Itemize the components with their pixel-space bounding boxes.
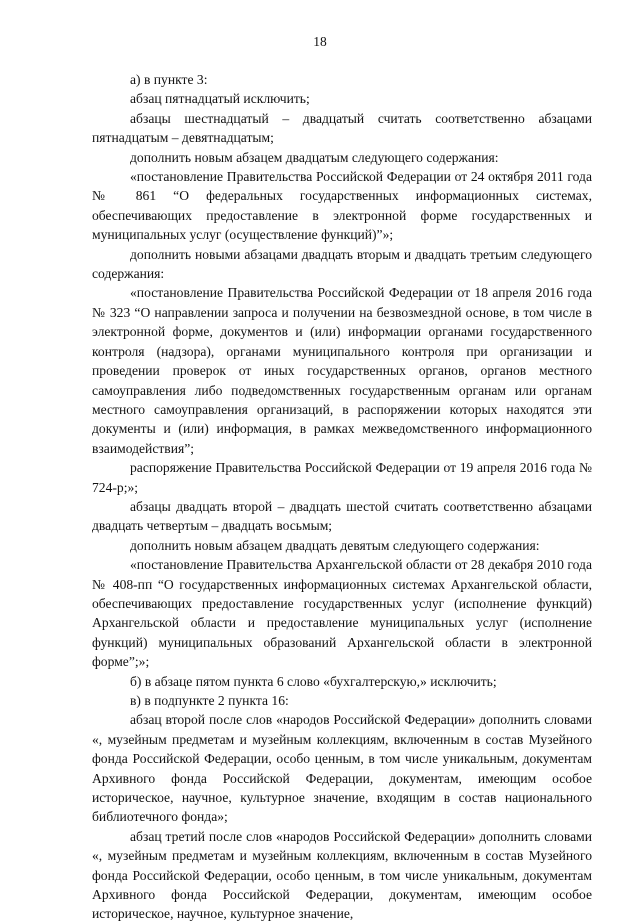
paragraph: абзац пятнадцатый исключить; (130, 91, 310, 107)
paragraph: абзацы двадцать второй – двадцать шестой считать соответственно абзацами двадцать четвертым – двадцать восьмым; (92, 498, 592, 534)
paragraph: дополнить новыми абзацами двадцать вторым и двадцать третьим следующего содержания: (92, 246, 592, 282)
paragraph: дополнить новым абзацем двадцать девятым следующего содержания: (130, 537, 540, 553)
paragraph: «постановление Правительства Архангельской области от 28 декабря 2010 года № 408-пп “О государственных информационных системах Архангельской области, обеспечивающих предоставление государственных услуг (исполнение функций) Архангельской области и предоставление муниципальных услуг (исполнение функций) муниципальных образований Архангельской области в электронной форме”;»; (92, 557, 592, 670)
document-body (92, 70, 592, 924)
paragraph: «постановление Правительства Российской Федерации от 24 октября 2011 года № 861 “О федеральных государственных информационных системах, обеспечивающих предоставление в электронной форме государственных и муниципальных услуг (осуществление функций)”»; (92, 169, 592, 243)
paragraph: «постановление Правительства Российской Федерации от 18 апреля 2016 года № 323 “О направлении запроса и получении на безвозмездной основе, в том числе в электронной форме, документов и (или) информации органами государственного контроля (надзора), органами муниципального контроля при организации и проведении проверок от иных государственных органов, органов местного самоуправления либо подведомственных государственным органам или органам местного самоуправления организаций, в распоряжении которых находятся эти документы и (или) информация, в рамках межведомственного информационного взаимодействия”; (92, 285, 592, 456)
paragraph: дополнить новым абзацем двадцатым следующего содержания: (130, 149, 499, 165)
paragraph: б) в абзаце пятом пункта 6 слово «бухгалтерскую,» исключить; (130, 673, 497, 689)
paragraph: в) в подпункте 2 пункта 16: (130, 693, 289, 708)
page-number: 18 (313, 34, 327, 49)
paragraph: абзац третий после слов «народов Российской Федерации» дополнить словами «, музейным предметам и музейным коллекциям, включенным в состав Музейного фонда Российской Федерации, особо ценным, в том числе уникальным, документам Архивного фонда Российской Федерации, документам, имеющим особое историческое, научное, культурное значение, (92, 828, 592, 922)
paragraph: а) в пункте 3: (130, 72, 208, 87)
paragraph: абзац второй после слов «народов Российской Федерации» дополнить словами «, музейным предметам и музейным коллекциям, включенным в состав Музейного фонда Российской Федерации, особо ценным, в том числе уникальным, документам Архивного фонда Российской Федерации, документам, имеющим особое историческое, научное, культурное значение, входящим в состав национального библиотечного фонда»; (92, 712, 592, 825)
paragraph: абзацы шестнадцатый – двадцатый считать соответственно абзацами пятнадцатым – девятнадцатым; (92, 110, 592, 146)
paragraph: распоряжение Правительства Российской Федерации от 19 апреля 2016 года № 724-р;»; (92, 460, 592, 495)
